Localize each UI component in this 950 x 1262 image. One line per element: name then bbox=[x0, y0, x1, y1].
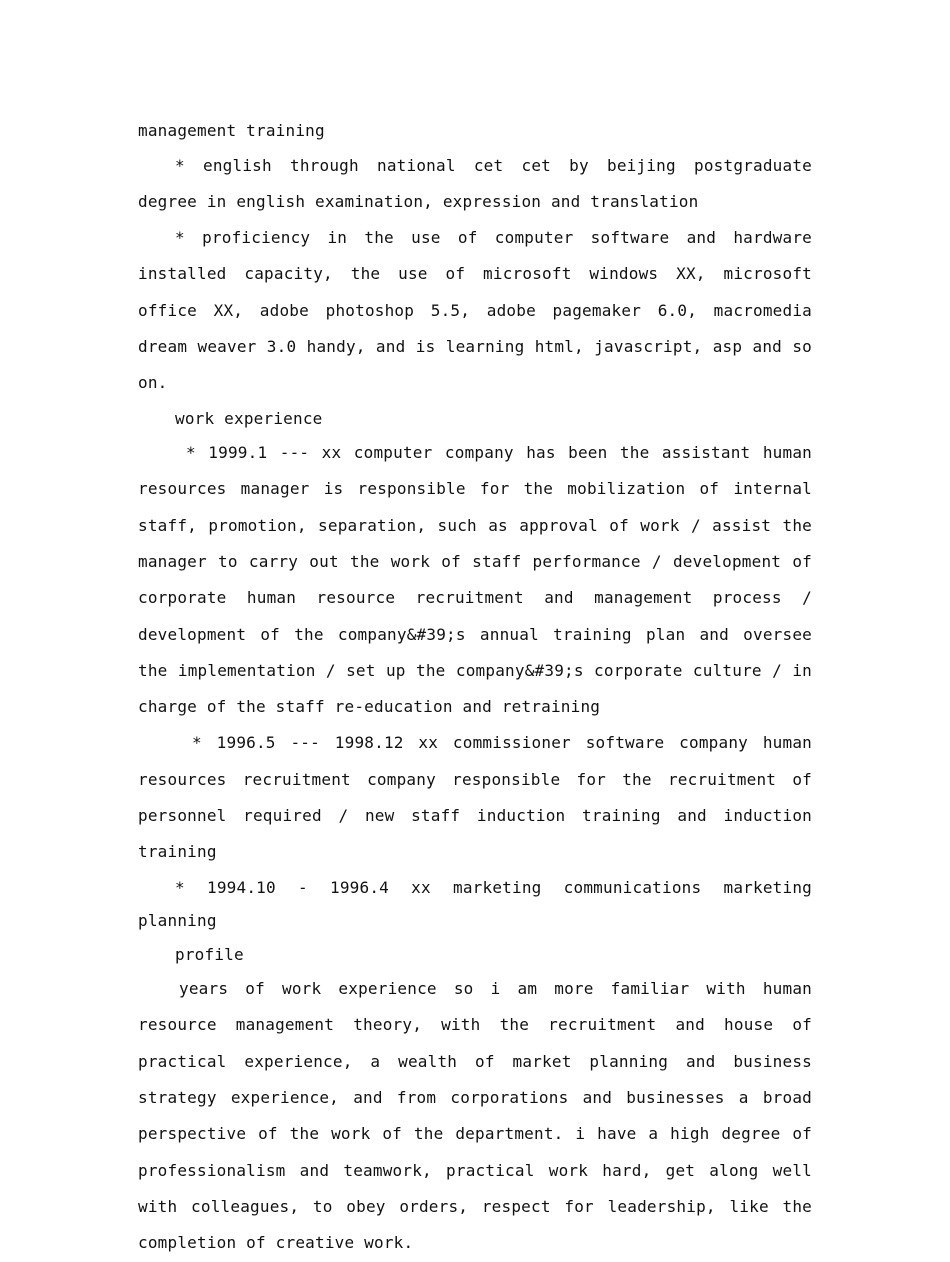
paragraph-job-1999: * 1999.1 --- xx computer company has been the assistant human resources manager is responsible for the mobilization of internal staff, promotion, separation, such as approval of work / assist the manager to carry out the work of staff performance / development of corporate human resource recruitment and management process / development of the company&#39;s annual training plan and oversee the implementation / set up the company&#39;s corporate culture / in charge of the staff re-education and retraining bbox=[138, 443, 812, 717]
document-page bbox=[138, 114, 812, 1262]
paragraph-english-skills: * english through national cet cet by beijing postgraduate degree in english examination, expression and translation bbox=[138, 155, 812, 211]
paragraph-computer-skills: * proficiency in the use of computer software and hardware installed capacity, the use of microsoft windows XX, microsoft office XX, adobe photoshop 5.5, adobe pagemaker 6.0, macromedia dream weaver 3.0 handy, and is learning html, javascript, asp and so on. bbox=[138, 228, 812, 393]
paragraph-management-training: management training bbox=[138, 121, 325, 140]
heading-profile: profile bbox=[175, 944, 244, 964]
heading-work-experience: work experience bbox=[175, 408, 323, 428]
paragraph-job-1994: * 1994.10 - 1996.4 xx marketing communications marketing planning bbox=[138, 877, 812, 931]
paragraph-profile: years of work experience so i am more familiar with human resource management theory, with the recruitment and house of practical experience, a wealth of market planning and business strategy experience, and from corporations and businesses a broad perspective of the work of the department. i have a high degree of professionalism and teamwork, practical work hard, get along well with colleagues, to obey orders, respect for leadership, like the completion of creative work. bbox=[138, 979, 812, 1253]
paragraph-job-1996: * 1996.5 --- 1998.12 xx commissioner software company human resources recruitment company responsible for the recruitment of personnel required / new staff induction training and induction training bbox=[138, 733, 812, 862]
